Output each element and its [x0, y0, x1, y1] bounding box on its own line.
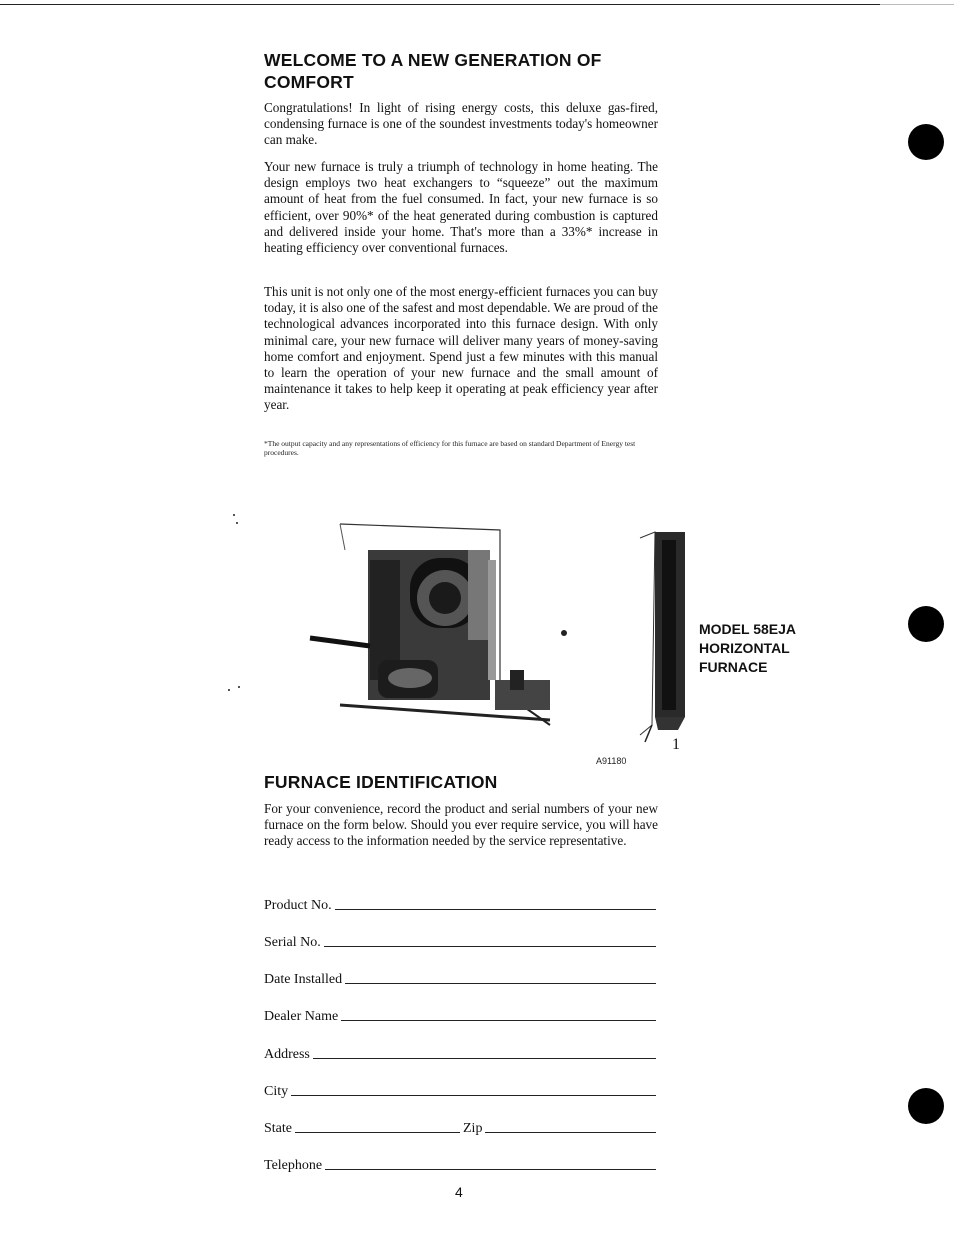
address-row — [264, 1045, 656, 1063]
telephone-label: Telephone — [264, 1158, 323, 1173]
state-zip-row — [264, 1119, 656, 1137]
scan-speck — [236, 522, 238, 524]
serial-number-line[interactable] — [324, 946, 656, 947]
dealer-name-line[interactable] — [341, 1020, 656, 1021]
dealer-name-label: Dealer Name — [264, 1009, 339, 1024]
caption-line-orientation: HORIZONTAL — [699, 640, 790, 656]
top-rule — [0, 4, 880, 5]
address-label: Address — [264, 1047, 310, 1062]
figure-number: 1 — [672, 736, 680, 753]
welcome-heading: WELCOME TO A NEW GENERATION OF COMFORT — [264, 50, 602, 92]
identification-heading: FURNACE IDENTIFICATION — [264, 772, 498, 792]
dealer-name-row — [264, 1007, 656, 1025]
zip-label: Zip — [463, 1121, 483, 1136]
efficiency-footnote: *The output capacity and any representations of efficiency for this furnace are based on standard Department of Energy test procedures. — [264, 439, 636, 457]
punch-hole-middle — [908, 606, 944, 642]
identification-paragraph: For your convenience, record the product and serial numbers of your new furnace on the form below. Should you ever require service, you will have ready access to the information needed by the service representative. — [264, 801, 658, 849]
scan-speck — [228, 689, 230, 691]
zip-line[interactable] — [485, 1132, 656, 1133]
page-number: 4 — [455, 1184, 463, 1200]
welcome-paragraph-1: Congratulations! In light of rising energy costs, this deluxe gas-fired, condensing furnace is one of the soundest investments today's homeowner can make. — [264, 100, 658, 148]
date-installed-label: Date Installed — [264, 972, 343, 987]
scan-speck — [238, 686, 240, 688]
state-label: State — [264, 1121, 292, 1136]
figure-code: A91180 — [596, 756, 627, 766]
product-number-line[interactable] — [335, 909, 656, 910]
city-row — [264, 1082, 656, 1100]
telephone-line[interactable] — [325, 1169, 656, 1170]
punch-hole-bottom — [908, 1088, 944, 1124]
serial-number-row — [264, 933, 656, 951]
city-label: City — [264, 1084, 289, 1099]
figure-caption — [699, 620, 796, 677]
caption-line-type: FURNACE — [699, 659, 768, 675]
punch-hole-top — [908, 124, 944, 160]
welcome-paragraph-2: Your new furnace is truly a triumph of technology in home heating. The design employs two heat exchangers to “squeeze” out the maximum amount of heat from the fuel consumed. In fact, your new furnace is so efficient, over 90%* of the heat generated during combustion is captured and delivered inside your home. That's more than a 33%* increase in heating efficiency over conventional furnaces. — [264, 159, 658, 256]
welcome-paragraph-3: This unit is not only one of the most energy-efficient furnaces you can buy today, it is also one of the safest and most dependable. We are proud of the technological advances incorporated into this furnace design. With only minimal care, your new furnace will deliver many years of money-saving home comfort and enjoyment. Spend just a few minutes with this manual to learn the operation of your new furnace and the small amount of maintenance it takes to help keep it operating at peak efficiency year after year. — [264, 284, 658, 413]
product-number-row — [264, 896, 656, 914]
product-number-label: Product No. — [264, 898, 332, 913]
furnace-photo — [300, 520, 690, 745]
caption-line-model: MODEL 58EJA — [699, 621, 796, 637]
scan-speck — [233, 514, 235, 516]
address-line[interactable] — [313, 1058, 656, 1059]
date-installed-row — [264, 970, 656, 988]
date-installed-line[interactable] — [345, 983, 656, 984]
city-line[interactable] — [291, 1095, 656, 1096]
top-rule-end — [880, 4, 954, 5]
serial-number-label: Serial No. — [264, 935, 321, 950]
state-line[interactable] — [295, 1132, 460, 1133]
telephone-row — [264, 1156, 656, 1174]
